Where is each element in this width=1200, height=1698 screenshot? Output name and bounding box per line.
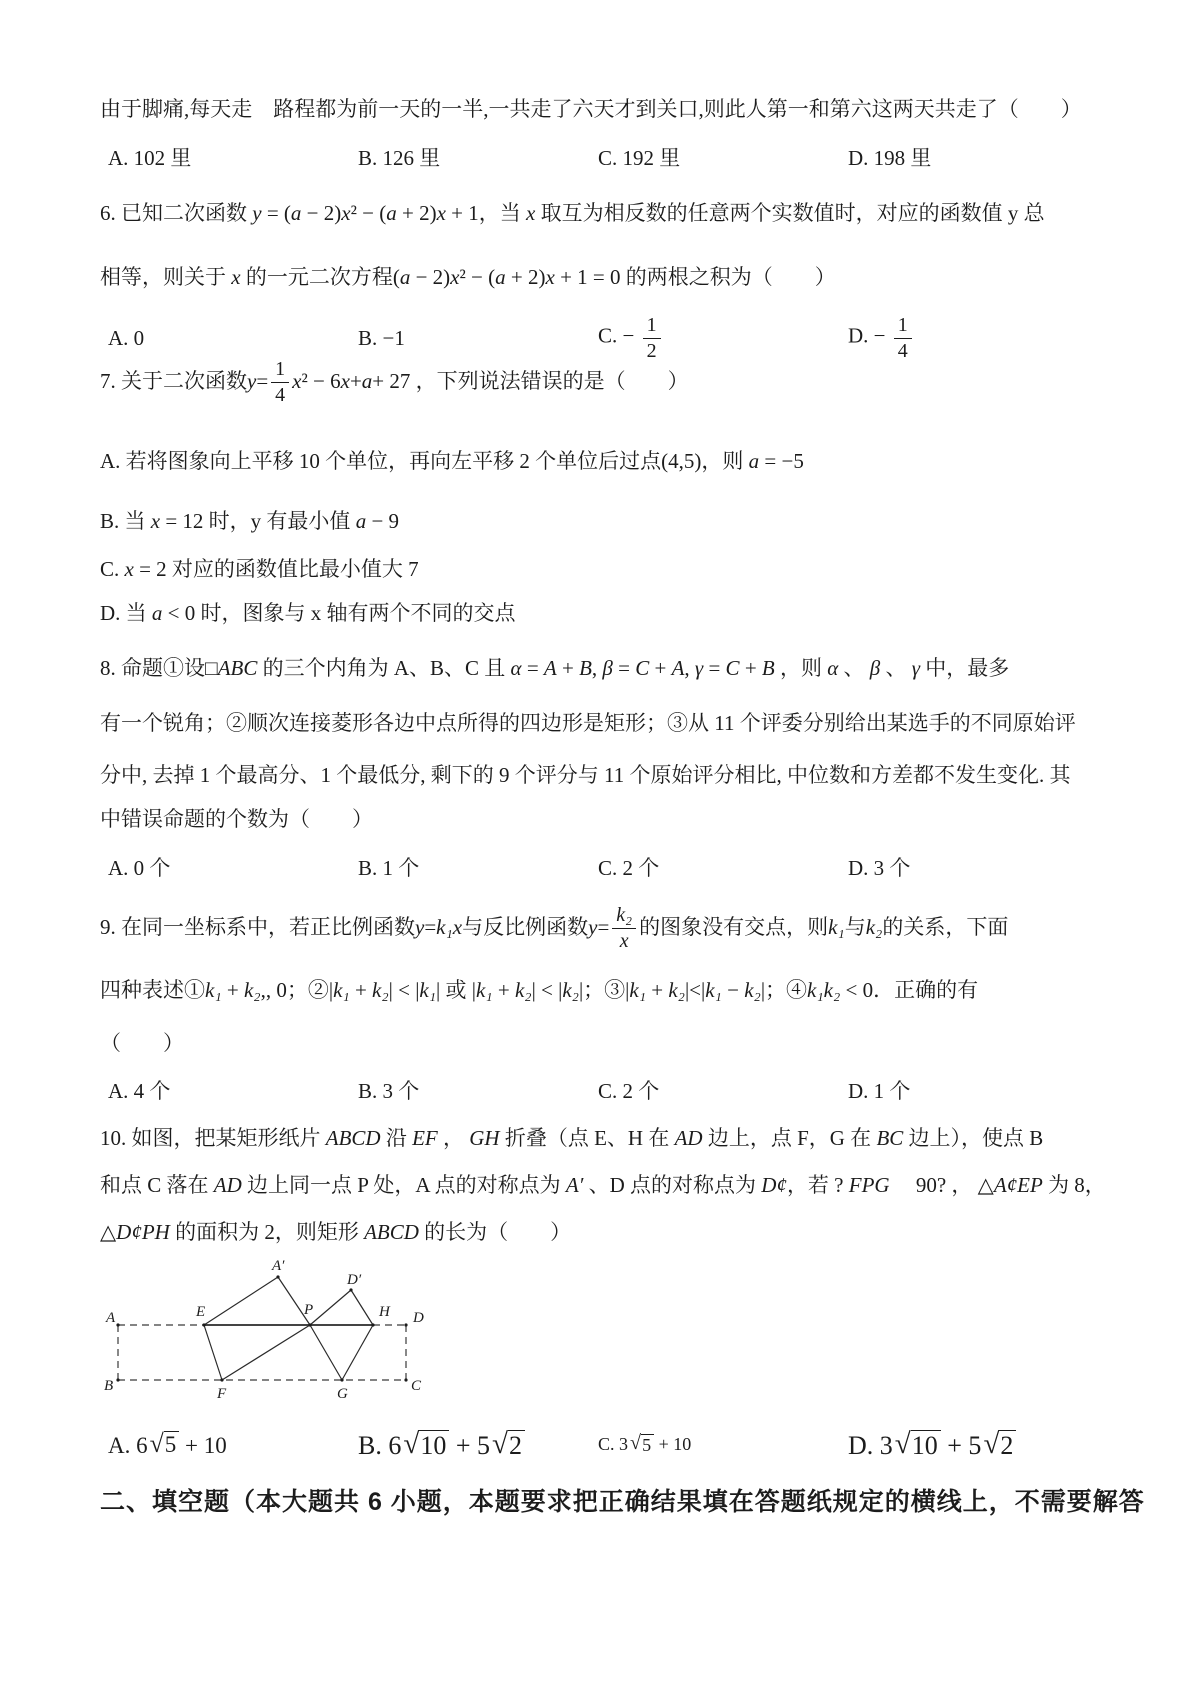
point-D	[404, 1323, 407, 1326]
q6-option-a: A. 0	[108, 325, 145, 350]
segment-EF	[204, 1325, 222, 1380]
label-F: F	[217, 1386, 227, 1402]
q10-option-c: C. 3 √ 5 + 10	[598, 1432, 692, 1456]
q8-option-b: B. 1 个	[358, 856, 420, 880]
q8-stem-line-3: 分中, 去掉 1 个最高分、1 个最低分, 剩下的 9 个评分与 11 个原始评分相比, 中位数和方差都不发生变化. 其	[100, 763, 1071, 787]
label-D-prime: D′	[347, 1272, 362, 1288]
point-A-prime	[276, 1275, 279, 1278]
q7-option-a: A. 若将图象向上平移 10 个单位，再向左平移 2 个单位后过点(4,5)，则 a = −5	[100, 449, 804, 473]
label-G: G	[337, 1386, 348, 1402]
segment-FP	[222, 1325, 310, 1380]
label-A: A	[106, 1310, 116, 1326]
q7-option-b: B. 当 x = 12 时，y 有最小值 a − 9	[100, 509, 400, 533]
q9-stem: 9. 在同一坐标系中，若正比例函数 y = k₁x 与反比例函数 y = $\frac{\text{k₂}}{x}$ 的图象没有交点，则 k₁ 与 k₂ 的关系，下面	[100, 904, 1009, 952]
point-G	[340, 1378, 343, 1381]
section-2-header: 二、填空题（本大题共 6 小题，本题要求把正确结果填在答题纸规定的横线上，不需要解答	[100, 1488, 1145, 1516]
q9-option-a: A. 4 个	[108, 1079, 171, 1103]
q9-option-c: C. 2 个	[598, 1079, 660, 1103]
point-D-prime	[349, 1288, 352, 1291]
q8-stem-line-1: 8. 命题①设□ABC 的三个内角为 A、B、C 且 α = A + B, β = C + A, γ = C + B ，则 α 、 β 、 γ 中，最多	[100, 656, 1010, 680]
label-E: E	[196, 1304, 206, 1320]
q5-option-d: D. 198 里	[848, 146, 932, 170]
q6-option-c: C. − $\frac{1}{2}$	[598, 314, 848, 362]
q5-options	[108, 142, 1118, 172]
label-P: P	[304, 1302, 314, 1318]
segment-PDprime	[310, 1290, 351, 1325]
q6-option-b: B. −1	[358, 325, 405, 350]
segment-GH	[342, 1325, 373, 1380]
q7-stem: 7. 关于二次函数 y = $\frac{1}{4}$ x ² − 6 x + a + 27 ，下列说法错误的是（ ）	[100, 358, 689, 406]
point-B	[116, 1378, 119, 1381]
q5-option-b: B. 126 里	[358, 146, 441, 170]
label-A-prime: A′	[272, 1258, 285, 1274]
q8-option-c: C. 2 个	[598, 856, 660, 880]
label-C: C	[411, 1378, 422, 1394]
point-H	[371, 1323, 374, 1326]
q10-figure	[98, 1258, 443, 1408]
q5-option-c: C. 192 里	[598, 146, 681, 170]
q8-option-a: A. 0 个	[108, 856, 171, 880]
segment-PG	[310, 1325, 342, 1380]
q10-options	[108, 1418, 1118, 1472]
q9-stem-line-2: 四种表述①k₁ + k₂,, 0；②|k₁ + k₂| < |k₁| 或 |k₁ + k₂| < |k₂|；③|k₁ + k₂|<|k₁ − k₂|；④k₁k₂ < 0．正确的有	[100, 978, 979, 1002]
q10-option-d: D. 3 √ 10 + 5 √ 2	[848, 1430, 1118, 1461]
q6-stem-line-1: 6. 已知二次函数 y = (a − 2)x² − (a + 2)x + 1，当 x 取互为相反数的任意两个实数值时，对应的函数值 y 总	[100, 201, 1045, 225]
label-B: B	[104, 1378, 114, 1394]
q8-options	[108, 852, 1118, 882]
q9-stem-line-3: （ ）	[100, 1031, 184, 1055]
q10-stem-line-3: △D¢PH 的面积为 2，则矩形 ABCD 的长为（ ）	[100, 1220, 572, 1244]
q10-stem-line-1: 10. 如图，把某矩形纸片 ABCD 沿 EF ， GH 折叠（点 E、H 在 AD 边上，点 F，G 在 BC 边上），使点 B	[100, 1126, 1044, 1150]
segment-EAprime	[204, 1277, 278, 1325]
q10-option-b: B. 6 √ 10 + 5 √ 2	[358, 1430, 598, 1461]
label-H: H	[379, 1304, 390, 1320]
q6-option-d: D. − $\frac{1}{4}$	[848, 314, 1118, 362]
point-E	[202, 1323, 205, 1326]
point-F	[220, 1378, 223, 1381]
point-C	[404, 1378, 407, 1381]
label-D: D	[413, 1310, 424, 1326]
q7-option-d: D. 当 a < 0 时，图象与 x 轴有两个不同的交点	[100, 601, 516, 625]
q5-option-a: A. 102 里	[108, 146, 192, 170]
q8-stem-line-2: 有一个锐角；②顺次连接菱形各边中点所得的四边形是矩形；③从 11 个评委分别给出某选手的不同原始评	[100, 711, 1076, 735]
q9-options	[108, 1075, 1118, 1105]
q6-stem-line-2: 相等，则关于 x 的一元二次方程(a − 2)x² − (a + 2)x + 1 = 0 的两根之积为（ ）	[100, 265, 836, 289]
q8-stem-line-4: 中错误命题的个数为（ ）	[100, 807, 373, 831]
q7-option-c: C. x = 2 对应的函数值比最小值大 7	[100, 557, 419, 581]
point-P	[308, 1323, 311, 1326]
q9-option-d: D. 1 个	[848, 1079, 911, 1103]
q5-stem-line: 由于脚痛,每天走 路程都为前一天的一半,一共走了六天才到关口,则此人第一和第六这两天共走了（ ）	[100, 97, 1082, 121]
q8-option-d: D. 3 个	[848, 856, 911, 880]
point-A	[116, 1323, 119, 1326]
segment-DprimeH	[351, 1290, 373, 1325]
q10-option-a: A. 6 √ 5 + 10	[108, 1429, 227, 1458]
q9-option-b: B. 3 个	[358, 1079, 420, 1103]
q10-stem-line-2: 和点 C 落在 AD 边上同一点 P 处，A 点的对称点为 A′ 、D 点的对称点为 D¢，若 ? FPG 90? ， △A¢EP 为 8，	[100, 1173, 1106, 1197]
